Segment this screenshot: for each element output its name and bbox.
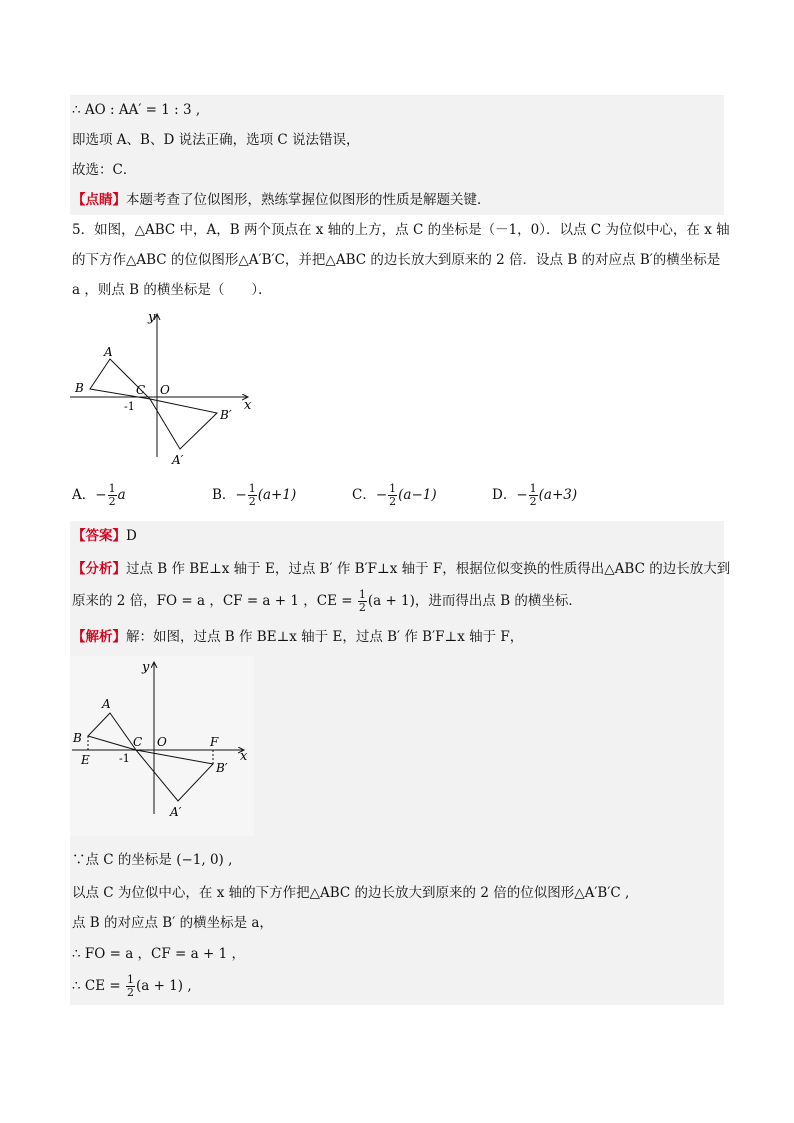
solution-figure bbox=[70, 652, 724, 840]
option-letter: A． bbox=[72, 486, 96, 503]
step-3: 点 B 的对应点 B′ 的横坐标是 a， bbox=[72, 915, 273, 931]
solution-text: 解：如图，过点 B 作 BE⊥x 轴于 E，过点 B′ 作 B′F⊥x 轴于 F， bbox=[126, 629, 524, 645]
label-f: F bbox=[210, 735, 219, 749]
fraction-half bbox=[358, 589, 367, 614]
option-c[interactable] bbox=[352, 483, 492, 508]
label-x: x bbox=[244, 398, 252, 413]
option-expression: (a+3) bbox=[538, 486, 578, 503]
label-e: E bbox=[81, 753, 90, 767]
option-sign: − bbox=[95, 486, 107, 503]
option-sign: − bbox=[375, 486, 388, 503]
option-fraction bbox=[388, 483, 397, 508]
option-expression: (a−1) bbox=[398, 486, 437, 503]
step-2: 以点 C 为位似中心，在 x 轴的下方作把△ABC 的边长放大到原来的 2 倍的位似图形△A′B′C , bbox=[72, 885, 630, 901]
label-c: C bbox=[136, 383, 146, 397]
option-sign: − bbox=[235, 486, 247, 503]
label-y: y bbox=[148, 310, 156, 325]
analysis-line-2 bbox=[70, 584, 724, 622]
comment-text: 本题考查了位似图形，熟练掌握位似图形的性质是解题关键． bbox=[126, 192, 491, 208]
coordinate-figure-2 bbox=[70, 656, 254, 832]
question-figure bbox=[70, 305, 724, 477]
label-a: A bbox=[102, 697, 111, 711]
frac-den: 2 bbox=[358, 601, 366, 614]
frac-num: 1 bbox=[529, 481, 537, 495]
prev-comment bbox=[70, 185, 724, 215]
label-b-prime: B′ bbox=[220, 408, 232, 422]
frac-num: 1 bbox=[389, 481, 397, 495]
analysis-text-2a: 原来的 2 倍，FO = a ，CF = a + 1 ，CE = bbox=[72, 593, 357, 609]
analysis-tag: 【分析】 bbox=[72, 561, 126, 577]
analysis-text-1: 过点 B 作 BE⊥x 轴于 E，过点 B′ 作 B′F⊥x 轴于 F，根据位似变换的性质得出△ABC 的边长放大到 bbox=[126, 561, 731, 577]
question-block bbox=[70, 215, 730, 513]
label-neg1: -1 bbox=[124, 400, 135, 413]
option-a[interactable] bbox=[72, 483, 212, 508]
triangle-abc bbox=[88, 713, 136, 750]
label-y: y bbox=[142, 660, 150, 675]
answer-tag: 【答案】 bbox=[72, 528, 126, 544]
option-fraction bbox=[108, 483, 117, 508]
answer-value: D bbox=[126, 528, 137, 544]
frac-num: 1 bbox=[248, 481, 256, 495]
label-c: C bbox=[133, 735, 143, 749]
frac-den: 2 bbox=[248, 494, 256, 508]
triangle-apbpc bbox=[150, 399, 217, 449]
analysis-line-1 bbox=[70, 551, 731, 584]
prev-line-1: ∴ AO : AA′ = 1 : 3 , bbox=[72, 102, 201, 118]
label-o: O bbox=[160, 383, 170, 397]
document-page bbox=[70, 95, 731, 1005]
frac-den: 2 bbox=[126, 986, 134, 999]
prev-line-3: 故选：C． bbox=[72, 162, 137, 178]
analysis-text-2b: (a + 1)，进而得出点 B 的横坐标． bbox=[367, 593, 582, 609]
option-b[interactable] bbox=[212, 483, 352, 508]
option-letter: D． bbox=[492, 486, 517, 503]
option-expression: (a+1) bbox=[257, 486, 297, 503]
option-fraction bbox=[529, 483, 538, 508]
label-b-prime: B′ bbox=[216, 761, 228, 775]
frac-den: 2 bbox=[389, 494, 397, 508]
option-letter: B． bbox=[212, 486, 236, 503]
step-5-pre: ∴ CE = bbox=[72, 978, 125, 994]
question-line-2: 的下方作△ABC 的位似图形△A′B′C，并把△ABC 的边长放大到原来的 2 倍．设点 B 的对应点 B′的横坐标是 bbox=[72, 252, 721, 268]
label-b: B bbox=[73, 731, 82, 745]
step-5-post: (a + 1) , bbox=[135, 978, 192, 994]
label-neg1: -1 bbox=[119, 752, 130, 765]
frac-num: 1 bbox=[108, 481, 116, 495]
solution-tag: 【解析】 bbox=[72, 629, 126, 645]
answer-line bbox=[70, 521, 724, 551]
option-d[interactable] bbox=[492, 483, 632, 508]
label-b: B bbox=[75, 381, 84, 395]
previous-solution-block bbox=[70, 95, 724, 215]
label-a-prime: A′ bbox=[170, 805, 182, 819]
frac-num: 1 bbox=[126, 973, 134, 986]
question-line-1: 5．如图，△ABC 中，A，B 两个顶点在 x 轴的上方，点 C 的坐标是（－1，0）．以点 C 为位似中心，在 x 轴 bbox=[72, 222, 730, 238]
prev-line-2: 即选项 A、B、D 说法正确，选项 C 说法错误， bbox=[72, 132, 360, 148]
answer-analysis-block bbox=[70, 521, 731, 1005]
triangle-apbpc bbox=[136, 750, 213, 801]
solution-line bbox=[70, 622, 724, 652]
frac-num: 1 bbox=[358, 588, 366, 601]
label-a: A bbox=[104, 345, 113, 359]
option-letter: C． bbox=[352, 486, 376, 503]
label-a-prime: A′ bbox=[172, 453, 184, 467]
option-expression: a bbox=[117, 486, 126, 503]
question-line-3: a ，则点 B 的横坐标是（ ）． bbox=[72, 282, 272, 298]
coordinate-figure-1 bbox=[70, 309, 270, 469]
answer-options bbox=[70, 477, 724, 513]
option-fraction bbox=[248, 483, 257, 508]
label-x: x bbox=[240, 749, 248, 764]
step-4: ∴ FO = a ，CF = a + 1 ， bbox=[72, 946, 245, 962]
option-sign: − bbox=[516, 486, 528, 503]
frac-den: 2 bbox=[529, 494, 537, 508]
comment-tag: 【点睛】 bbox=[72, 192, 126, 208]
step-5 bbox=[70, 969, 724, 1005]
label-o: O bbox=[157, 735, 167, 749]
frac-den: 2 bbox=[108, 494, 116, 508]
fraction-half bbox=[126, 974, 135, 999]
step-1: ∵点 C 的坐标是 (−1, 0) , bbox=[72, 852, 233, 868]
